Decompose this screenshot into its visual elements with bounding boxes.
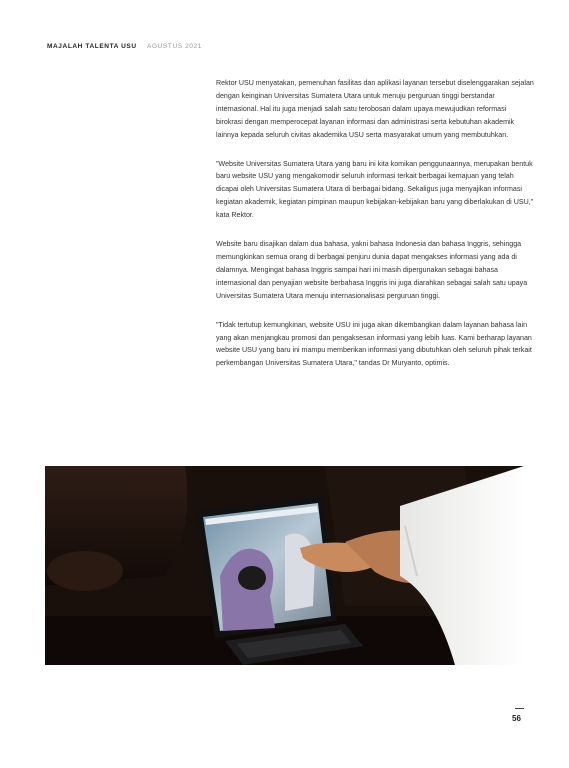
article-paragraph: "Tidak tertutup kemungkinan, website USU ini juga akan dikembangkan dalam layanan bahasa lain yang akan menjangkau promosi dan pengaksesan informasi yang lebih luas. Kami berharap layanan website USU yang baru ini mampu memberikan informasi yang dibutuhkan oleh seluruh pihak terkait perkembangan Universitas Sumatera Utara," tandas Dr Muryanto, optimis. <box>216 320 532 368</box>
article-paragraph: "Website Universitas Sumatera Utara yang baru ini kita komikan penggunaannya, merupakan bentuk baru website USU yang mengakomodir seluruh informasi terkait berbagai kemajuan yang telah dicapai oleh Universitas Sumatera Utara di berbagai bidang. Sekaligus juga menyajikan informasi kegiatan akademik, kegiatan pimpinan maupun kebijakan-kebijakan baru yang diberlakukan di USU," kata Rektor. <box>216 159 534 220</box>
page-number: 56 <box>512 714 521 723</box>
magazine-name: MAJALAH TALENTA USU <box>47 43 137 50</box>
page-number-rule <box>515 708 524 709</box>
article-paragraph: Website baru disajikan dalam dua bahasa, yakni bahasa Indonesia dan bahasa Inggris, sehingga memungkinkan semua orang di berbagai penjuru dunia dapat mengakses informasi yang ada di dalamnya. Mengingat bahasa Inggris sampai hari ini masih dipergunakan sebagai bahasa internasional dan penyajian website berbahasa Inggris ini juga diarahkan sebagai salah satu upaya Universitas Sumatera Utara menuju internasionalisasi perguruan tinggi. <box>216 240 528 300</box>
page-header <box>47 43 202 50</box>
article-body <box>216 77 534 386</box>
article-photo <box>45 466 524 665</box>
issue-date: AGUSTUS 2021 <box>147 43 202 50</box>
article-paragraph: Rektor USU menyatakan, pemenuhan fasilitas dan aplikasi layanan tersebut diselenggarakan sejalan dengan keinginan Universitas Sumatera Utara untuk menuju perguruan tinggi berstandar internasional. Hal itu juga menjadi salah satu terobosan dalam upaya mewujudkan reformasi birokrasi dengan memperocepat layanan informasi dan administrasi serta kebutuhan akademik lainnya kepada seluruh civitas akademika USU serta masyarakat umum yang membutuhkan. <box>216 79 534 139</box>
